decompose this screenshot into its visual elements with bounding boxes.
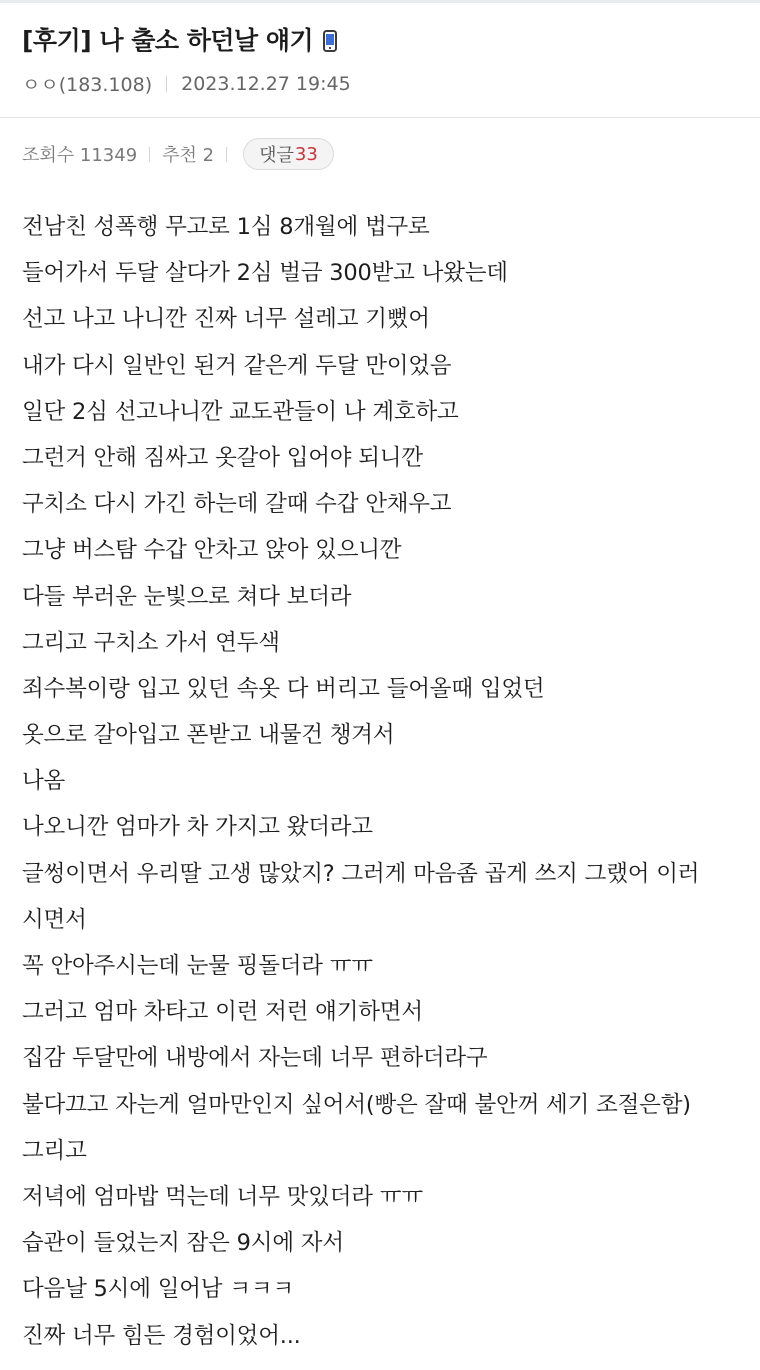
- title-row: [22, 26, 337, 56]
- post-stats: [22, 138, 334, 170]
- meta-divider: [166, 76, 167, 92]
- body-line: 나옴: [22, 768, 66, 795]
- body-line: 구치소 다시 가긴 하는데 갈때 수갑 안채우고: [22, 491, 452, 518]
- body-line: 그리고 구치소 가서 연두색: [22, 629, 280, 656]
- comments-label: 댓글: [259, 145, 294, 166]
- comments-button[interactable]: [243, 138, 334, 170]
- comments-count: 33: [294, 143, 318, 165]
- body-line: 습관이 들었는지 잠은 9시에 자서: [22, 1230, 344, 1257]
- body-line: 글썽이면서 우리딸 고생 많았지? 그러게 마음좀 곱게 쓰지 그랬어 이러: [22, 860, 700, 887]
- author-name[interactable]: ㅇㅇ(183.108): [22, 74, 153, 96]
- body-line: 선고 나고 나니깐 진짜 너무 설레고 기뻤어: [22, 306, 430, 333]
- body-line: 옷으로 갈아입고 폰받고 내물건 챙겨서: [22, 722, 395, 749]
- body-line: 다들 부러운 눈빛으로 쳐다 보더라: [22, 583, 352, 610]
- stats-divider: [226, 147, 227, 162]
- body-line: 그런거 안해 짐싸고 옷갈아 입어야 되니깐: [22, 444, 423, 471]
- stats-divider: [149, 147, 150, 162]
- post-datetime: 2023.12.27 19:45: [181, 72, 351, 95]
- body-line: 나오니깐 엄마가 차 가지고 왔더라고: [22, 814, 373, 841]
- body-line: 진짜 너무 힘든 경험이었어...: [22, 1322, 301, 1349]
- view-count: 조회수 11349: [22, 145, 138, 166]
- post-title: [후기] 나 출소 하던날 얘기: [22, 26, 314, 55]
- body-line: 일단 2심 선고나니깐 교도관들이 나 계호하고: [22, 398, 459, 425]
- body-line: 들어가서 두달 살다가 2심 벌금 300받고 나왔는데: [22, 260, 508, 287]
- post-body: [22, 204, 746, 1359]
- post-header: [0, 0, 760, 118]
- body-line: 죄수복이랑 입고 있던 속옷 다 버리고 들어올때 입었던: [22, 675, 545, 702]
- body-line: 그러고 엄마 차타고 이런 저런 얘기하면서: [22, 999, 423, 1026]
- body-line: 시면서: [22, 906, 87, 933]
- body-line: 전남친 성폭행 무고로 1심 8개월에 법구로: [22, 214, 430, 240]
- body-line: 집감 두달만에 내방에서 자는데 너무 편하더라구: [22, 1045, 488, 1072]
- mobile-phone-icon: [323, 30, 337, 52]
- body-line: 그리고: [22, 1137, 87, 1164]
- recommend-count: 추천 2: [162, 145, 215, 166]
- body-line: 저녁에 엄마밥 먹는데 너무 맛있더라 ㅠㅠ: [22, 1183, 423, 1210]
- body-line: 꼭 안아주시는데 눈물 핑돌더라 ㅠㅠ: [22, 953, 373, 979]
- post-meta: [22, 70, 351, 97]
- body-line: 그냥 버스탐 수갑 안차고 앉아 있으니깐: [22, 537, 402, 564]
- body-line: 다음날 5시에 일어남 ㅋㅋㅋ: [22, 1276, 294, 1303]
- body-line: 불다끄고 자는게 얼마만인지 싶어서(빵은 잘때 불안꺼 세기 조절은함): [22, 1091, 691, 1118]
- body-line: 내가 다시 일반인 된거 같은게 두달 만이었음: [22, 352, 452, 379]
